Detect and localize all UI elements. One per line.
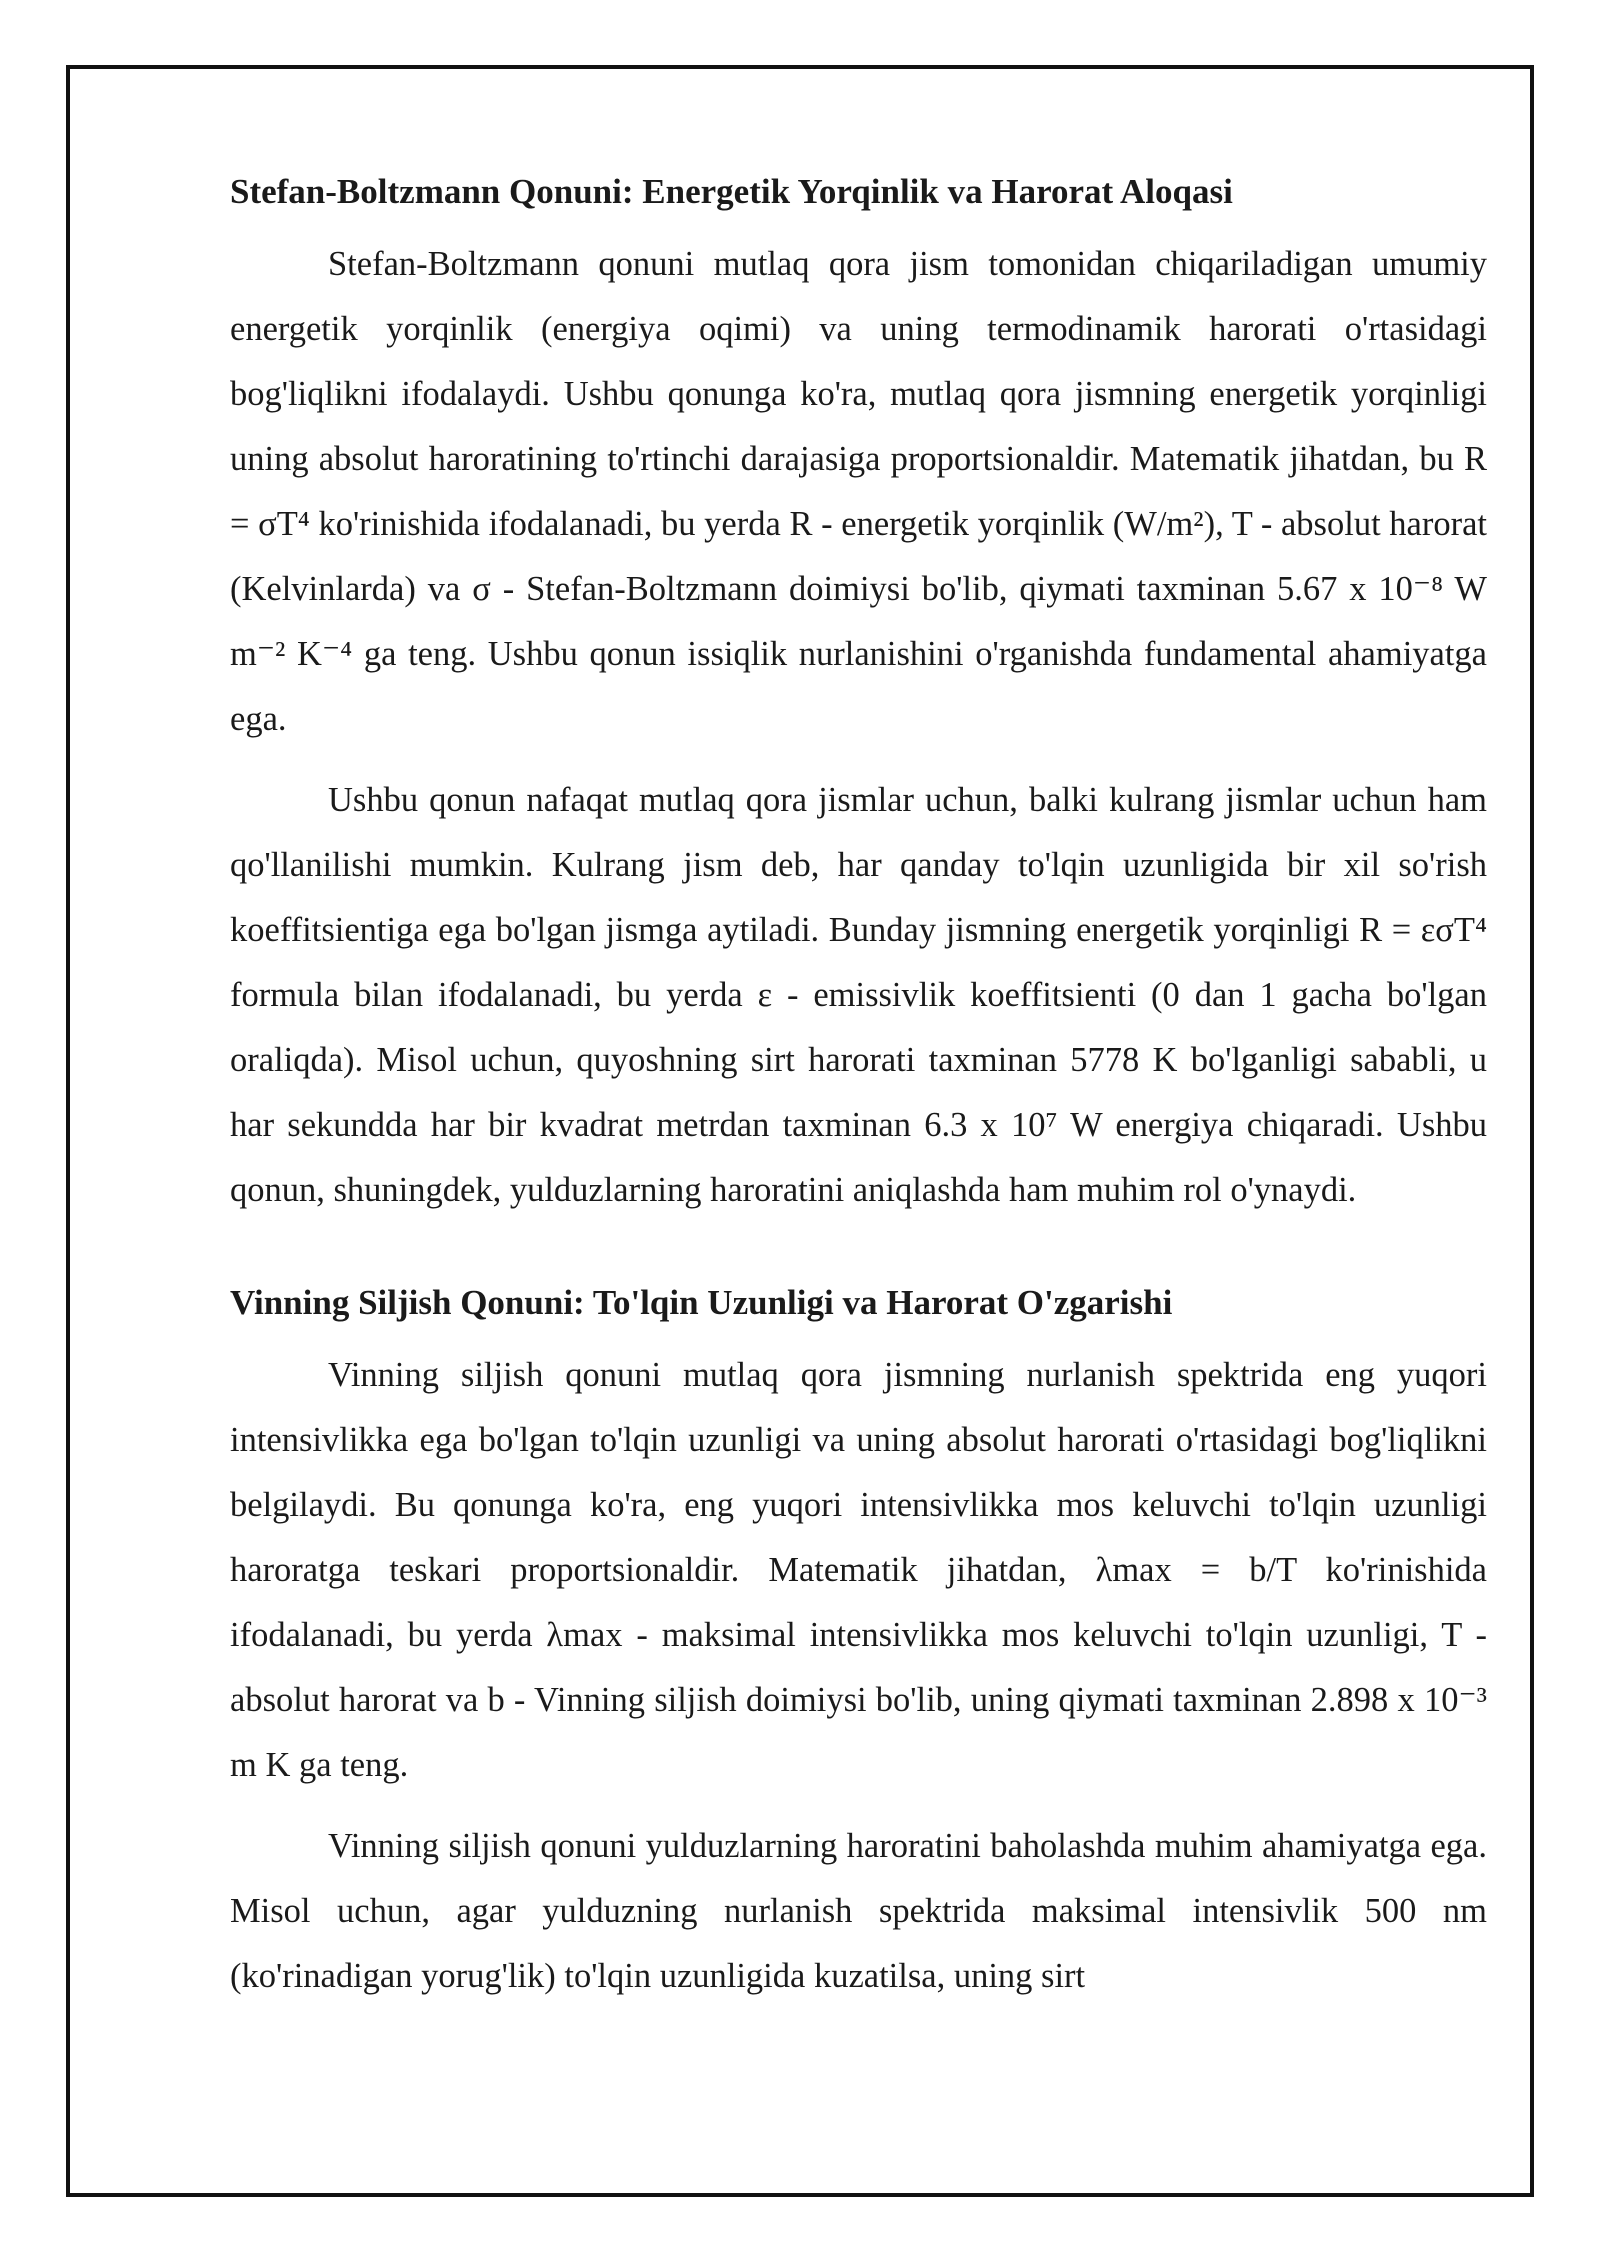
paragraph: Vinning siljish qonuni mutlaq qora jismning nurlanish spektrida eng yuqori intensivlikka ega bo'lgan to'lqin uzunligi va uning absolut harorati o'rtasidagi bog'liqlikni belgilaydi. Bu qonunga ko'ra, eng yuqori intensivlikka mos keluvchi to'lqin uzunligi haroratga teskari proportsionaldir. Matematik jihatdan, λmax = b/T ko'rinishida ifodalanadi, bu yerda λmax - maksimal intensivlikka mos keluvchi to'lqin uzunligi, T - absolut harorat va b - Vinning siljish doimiysi bo'lib, uning qiymati taxminan 2.898 x 10⁻³ m K ga teng. bbox=[230, 1356, 1487, 1784]
paragraph: Vinning siljish qonuni yulduzlarning haroratini baholashda muhim ahamiyatga ega. Misol uchun, agar yulduzning nurlanish spektrida maksimal intensivlik 500 nm (ko'rinadigan yorug'lik) to'lqin uzunligida kuzatilsa, uning sirt bbox=[230, 1827, 1487, 1995]
paragraph: Stefan-Boltzmann qonuni mutlaq qora jism tomonidan chiqariladigan umumiy energetik yorqinlik (energiya oqimi) va uning termodinamik harorati o'rtasidagi bog'liqlikni ifodalaydi. Ushbu qonunga ko'ra, mutlaq qora jismning energetik yorqinligi uning absolut haroratining to'rtinchi darajasiga proportsionaldir. Matematik jihatdan, bu R = σT⁴ ko'rinishida ifodalanadi, bu yerda R - energetik yorqinlik (W/m²), T - absolut harorat (Kelvinlarda) va σ - Stefan-Boltzmann doimiysi bo'lib, qiymati taxminan 5.67 x 10⁻⁸ W m⁻² K⁻⁴ ga teng. Ushbu qonun issiqlik nurlanishini o'rganishda fundamental ahamiyatga ega. bbox=[230, 245, 1487, 738]
section-heading: Vinning Siljish Qonuni: To'lqin Uzunligi va Harorat O'zgarishi bbox=[230, 1283, 1173, 1322]
document-body bbox=[230, 170, 1487, 2025]
section-heading: Stefan-Boltzmann Qonuni: Energetik Yorqinlik va Harorat Aloqasi bbox=[230, 172, 1233, 211]
section-wien-displacement bbox=[230, 1281, 1487, 2009]
section-stefan-boltzmann bbox=[230, 170, 1487, 1223]
paragraph: Ushbu qonun nafaqat mutlaq qora jismlar uchun, balki kulrang jismlar uchun ham qo'llanilishi mumkin. Kulrang jism deb, har qanday to'lqin uzunligida bir xil so'rish koeffitsientiga ega bo'lgan jismga aytiladi. Bunday jismning energetik yorqinligi R = εσT⁴ formula bilan ifodalanadi, bu yerda ε - emissivlik koeffitsienti (0 dan 1 gacha bo'lgan oraliqda). Misol uchun, quyoshning sirt harorati taxminan 5778 K bo'lganligi sababli, u har sekundda har bir kvadrat metrdan taxminan 6.3 x 10⁷ W energiya chiqaradi. Ushbu qonun, shuningdek, yulduzlarning haroratini aniqlashda ham muhim rol o'ynaydi. bbox=[230, 781, 1487, 1209]
